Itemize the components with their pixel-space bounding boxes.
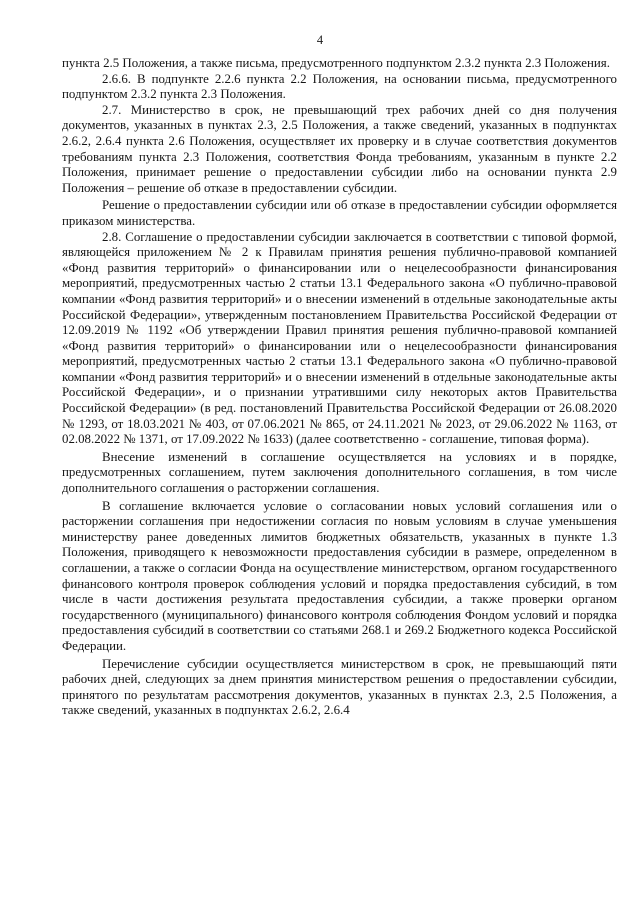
paragraph-amendments: Внесение изменений в соглашение осуществляется на условиях и в порядке, предусмотренных соглашением, путем заключения дополнительного соглашения, в том числе дополнительного соглашения о расторжении соглашения. bbox=[62, 449, 617, 496]
document-body bbox=[62, 56, 617, 719]
page-number: 4 bbox=[316, 33, 324, 47]
paragraph-2-6-6: 2.6.6. В подпункте 2.2.6 пункта 2.2 Положения, на основании письма, предусмотренного подпунктом 2.3.2 пункта 2.3 Положения. bbox=[62, 71, 617, 102]
paragraph-continuation: пункта 2.5 Положения, а также письма, предусмотренного подпунктом 2.3.2 пункта 2.3 Положения. bbox=[62, 56, 610, 70]
paragraph-agreement-conditions: В соглашение включается условие о согласовании новых условий соглашения или о расторжении соглашения при недостижении согласия по новым условиям в случае уменьшения министерству ранее доведенных лимитов бюджетных обязательств, указанных в пункте 1.3 Положения, приводящего к невозможности предоставления субсидии в размере, определенном в соглашении, а также о согласии Фонда на осуществление министерством, органом государственного финансового контроля проверок соблюдения условий и порядка предоставления субсидий, в том числе в части достижения результата предоставления субсидии, а также проверки органом государственного (муниципального) финансового контроля соблюдения Фондом условий и порядка предоставления субсидий в соответствии со статьями 268.1 и 269.2 Бюджетного кодекса Российской Федерации. bbox=[62, 498, 617, 653]
paragraph-2-7: 2.7. Министерство в срок, не превышающий трех рабочих дней со дня получения документов, указанных в пунктах 2.3, 2.5 Положения, а также сведений, указанных в подпунктах 2.6.2, 2.6.4 пункта 2.6 Положения, осуществляет их проверку и в случае соответствия документов требованиям пункта 2.3 Положения, соответствия Фонда требованиям, указанным в пункте 2.2 Положения, принимает решение о предоставлении субсидии либо на основании пункта 2.9 Положения – решение об отказе в предоставлении субсидии. bbox=[62, 102, 617, 195]
paragraph-2-8: 2.8. Соглашение о предоставлении субсидии заключается в соответствии с типовой формой, являющейся приложением № 2 к Правилам принятия решения публично-правовой компанией «Фонд развития территорий» о финансировании или о нецелесообразности финансирования мероприятий, предусмотренных частью 2 статьи 13.1 Федерального закона «О публично-правовой компании «Фонд развития территорий» и о внесении изменений в отдельные законодательные акты Российской Федерации», утвержденным постановлением Правительства Российской Федерации от 12.09.2019 № 1192 «Об утверждении Правил принятия решения публично-правовой компанией «Фонд развития территорий» о финансировании или о нецелесообразности финансирования мероприятий, предусмотренных частью 2 статьи 13.1 Федерального закона «О публично-правовой компании «Фонд развития территорий» и о внесении изменений в отдельные законодательные акты Российской Федерации», и о признании утратившими силу некоторых актов Правительства Российской Федерации» (в ред. постановлений Правительства Российской Федерации от 26.08.2020 № 1293, от 18.03.2021 № 403, от 07.06.2021 № 865, от 24.11.2021 № 2023, от 29.06.2022 № 1163, от 02.08.2022 № 1371, от 17.09.2022 № 1633) (далее соответственно - соглашение, типовая форма). bbox=[62, 229, 617, 447]
paragraph-decision: Решение о предоставлении субсидии или об отказе в предоставлении субсидии оформляется приказом министерства. bbox=[62, 198, 617, 228]
paragraph-transfer: Перечисление субсидии осуществляется министерством в срок, не превышающий пяти рабочих дней, следующих за днем принятия министерством решения о предоставлении субсидии, принятого по результатам рассмотрения документов, указанных в пунктах 2.3, 2.5 Положения, а также сведений, указанных в подпунктах 2.6.2, 2.6.4 bbox=[62, 656, 617, 718]
